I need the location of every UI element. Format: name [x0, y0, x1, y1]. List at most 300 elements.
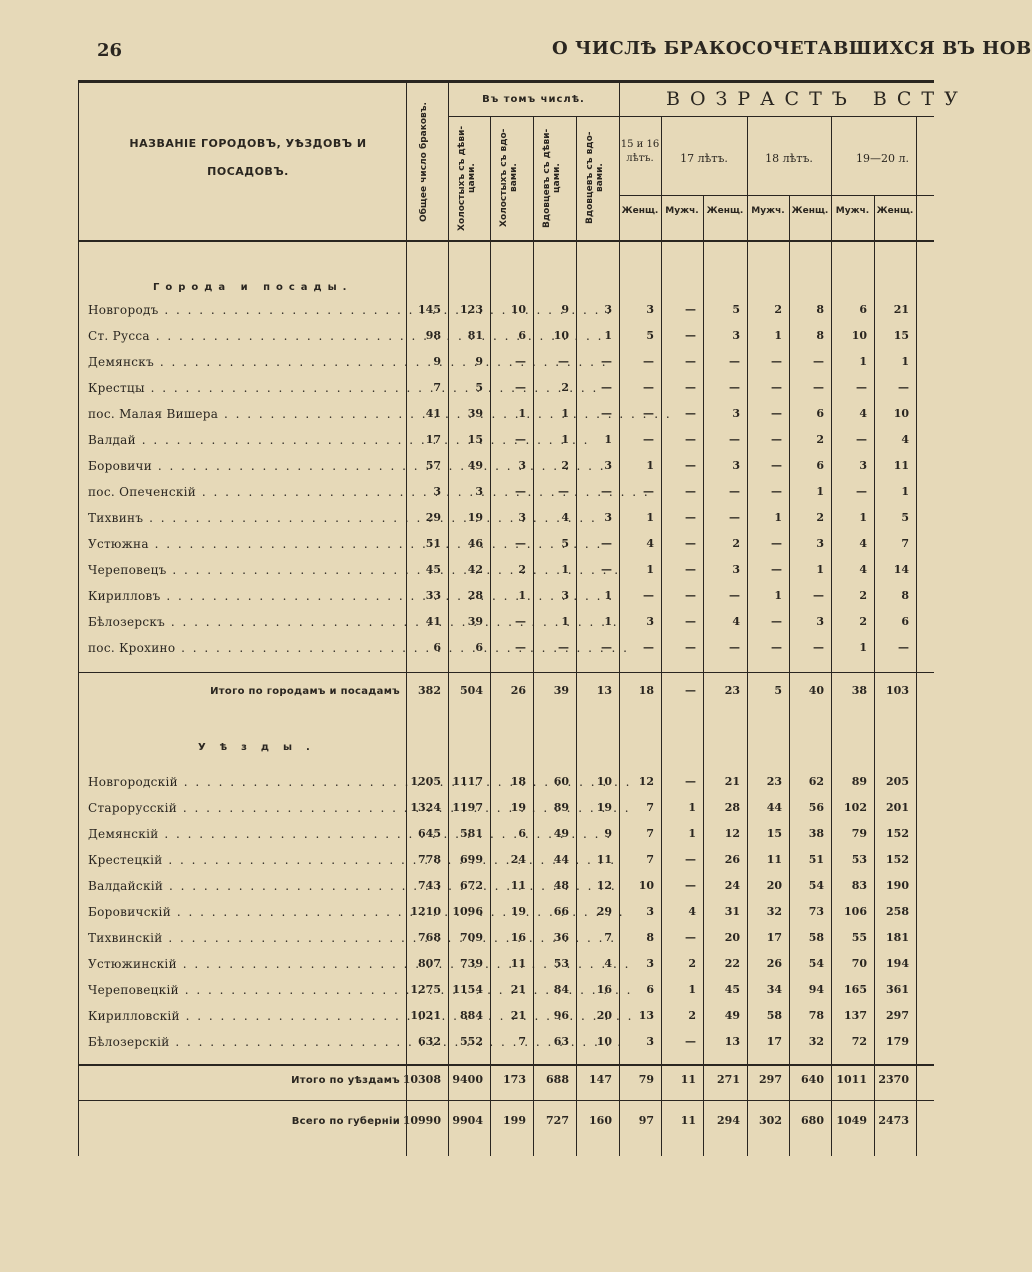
cell-col-2: 81	[467, 329, 483, 342]
cell-col-4: 53	[553, 957, 569, 970]
cell-col-3: —	[515, 485, 526, 498]
cell-col-10: 640	[801, 1073, 824, 1086]
cell-col-12: —	[898, 381, 909, 394]
cell-col-1: 632	[418, 1035, 441, 1048]
cell-col-3: 199	[503, 1114, 526, 1127]
cell-col-5: 16	[596, 983, 612, 996]
cell-col-12: 1	[901, 485, 909, 498]
cell-col-3: 3	[518, 459, 526, 472]
cell-col-5: —	[601, 485, 612, 498]
cell-col-4: 44	[553, 853, 569, 866]
row-label: Новгородскій . . .	[88, 775, 398, 793]
cell-col-8: —	[729, 355, 740, 368]
table-row	[78, 325, 934, 351]
cell-col-10: 56	[808, 801, 824, 814]
cell-col-11: 83	[851, 879, 867, 892]
cell-col-12: 2473	[878, 1114, 909, 1127]
cell-col-4: 2	[561, 381, 569, 394]
cell-col-3: —	[515, 641, 526, 654]
cell-col-7: —	[685, 563, 696, 576]
cell-col-3: 16	[510, 931, 526, 944]
cell-col-9: —	[771, 355, 782, 368]
cell-col-10: 94	[808, 983, 824, 996]
towns-total-rule	[78, 672, 934, 673]
cell-col-11: 72	[851, 1035, 867, 1048]
cell-col-4: 48	[553, 879, 569, 892]
cell-col-4: 66	[553, 905, 569, 918]
cell-col-3: 7	[518, 1035, 526, 1048]
cell-col-5: —	[601, 355, 612, 368]
cell-col-1: 41	[425, 407, 441, 420]
cell-col-8: 294	[717, 1114, 740, 1127]
cell-col-11: 3	[859, 459, 867, 472]
cell-col-3: 18	[510, 775, 526, 788]
row-label: Боровичи . . .	[88, 459, 398, 477]
row-label: Устюжинскій . . .	[88, 957, 398, 975]
cell-col-11: —	[856, 381, 867, 394]
cell-col-3: —	[515, 381, 526, 394]
cell-col-3: —	[515, 537, 526, 550]
cell-col-1: 768	[418, 931, 441, 944]
cell-col-7: 1	[688, 983, 696, 996]
cell-col-9: 297	[759, 1073, 782, 1086]
table-row	[78, 559, 934, 585]
cell-col-10: 38	[808, 827, 824, 840]
cell-col-10: 2	[816, 511, 824, 524]
cell-col-4: —	[558, 355, 569, 368]
cell-col-2: 9400	[452, 1073, 483, 1086]
age-group-17: 17 лѣтъ.	[680, 152, 728, 165]
cell-col-11: 4	[859, 407, 867, 420]
cell-col-7: —	[685, 381, 696, 394]
cell-col-1: 382	[418, 684, 441, 697]
cell-col-8: 22	[724, 957, 740, 970]
cell-col-6: 13	[638, 1009, 654, 1022]
age-group-18: 18 лѣтъ.	[765, 152, 813, 165]
cell-col-2: 15	[467, 433, 483, 446]
subheader-rule-1	[448, 116, 934, 117]
cell-col-1: 1275	[410, 983, 441, 996]
districts-total-row	[78, 1069, 934, 1095]
cell-col-12: 361	[886, 983, 909, 996]
cell-col-12: 4	[901, 433, 909, 446]
cell-col-8: 26	[724, 853, 740, 866]
cell-col-5: 1	[604, 589, 612, 602]
cell-col-4: 89	[553, 801, 569, 814]
cell-col-2: 581	[460, 827, 483, 840]
cell-col-12: 152	[886, 827, 909, 840]
cell-col-7: —	[685, 641, 696, 654]
cell-col-9: —	[771, 459, 782, 472]
cell-col-4: 5	[561, 537, 569, 550]
cell-col-7: —	[685, 1035, 696, 1048]
cell-col-1: 10990	[402, 1114, 441, 1127]
cell-col-7: —	[685, 459, 696, 472]
cell-col-6: —	[643, 641, 654, 654]
cell-col-12: 152	[886, 853, 909, 866]
cell-col-2: 504	[460, 684, 483, 697]
cell-col-6: 3	[646, 615, 654, 628]
cell-col-4: 60	[553, 775, 569, 788]
cell-col-5: 19	[596, 801, 612, 814]
cell-col-9: 1	[774, 511, 782, 524]
cell-col-1: 98	[425, 329, 441, 342]
cell-col-10: 680	[801, 1114, 824, 1127]
cell-col-4: 96	[553, 1009, 569, 1022]
cell-col-12: 181	[886, 931, 909, 944]
cell-col-4: 727	[546, 1114, 569, 1127]
cell-col-12: 205	[886, 775, 909, 788]
cell-col-8: 13	[724, 1035, 740, 1048]
cell-col-11: 2	[859, 615, 867, 628]
row-label: Крестцы . . .	[88, 381, 398, 399]
cell-col-3: 10	[510, 303, 526, 316]
age-group-19-20: 19—20 л.	[856, 152, 909, 165]
cell-col-11: 4	[859, 563, 867, 576]
row-label: Бѣлозерскъ . . .	[88, 615, 398, 633]
age-header: ВОЗРАСТЪ ВСТУ	[666, 88, 968, 110]
cell-col-3: 11	[510, 957, 526, 970]
header-bottom-rule	[78, 240, 934, 242]
cell-col-5: 147	[589, 1073, 612, 1086]
table-row	[78, 403, 934, 429]
cell-col-9: 1	[774, 329, 782, 342]
row-label: Ст. Русса . . .	[88, 329, 398, 347]
table-row	[78, 351, 934, 377]
cell-col-4: 1	[561, 615, 569, 628]
cell-col-5: 12	[596, 879, 612, 892]
cell-col-7: —	[685, 537, 696, 550]
cell-col-8: 45	[724, 983, 740, 996]
cell-col-1: 45	[425, 563, 441, 576]
cell-col-1: 29	[425, 511, 441, 524]
sex-header-1: Женщ.	[621, 206, 659, 216]
cell-col-6: 97	[638, 1114, 654, 1127]
cell-col-7: —	[685, 329, 696, 342]
cell-col-8: —	[729, 589, 740, 602]
cell-col-11: 102	[844, 801, 867, 814]
cell-col-1: 17	[425, 433, 441, 446]
cell-col-6: 3	[646, 905, 654, 918]
cell-col-6: 7	[646, 827, 654, 840]
table-row	[78, 481, 934, 507]
cell-col-1: 10308	[402, 1073, 441, 1086]
cell-col-7: —	[685, 615, 696, 628]
grand-total-rule	[78, 1100, 934, 1101]
cell-col-9: 23	[766, 775, 782, 788]
grand-total-row	[78, 1110, 934, 1136]
cell-col-11: 1	[859, 355, 867, 368]
cell-col-3: 6	[518, 827, 526, 840]
cell-col-4: 9	[561, 303, 569, 316]
cell-col-3: 6	[518, 329, 526, 342]
table-row	[78, 637, 934, 663]
cell-col-8: 24	[724, 879, 740, 892]
table-row	[78, 823, 934, 849]
cell-col-6: 1	[646, 511, 654, 524]
cell-col-10: —	[813, 589, 824, 602]
cell-col-7: 1	[688, 801, 696, 814]
cell-col-12: 10	[893, 407, 909, 420]
table-row	[78, 901, 934, 927]
cell-col-10: 78	[808, 1009, 824, 1022]
row-label: Новгородъ . . .	[88, 303, 398, 321]
cell-col-10: 1	[816, 485, 824, 498]
cell-col-4: 2	[561, 459, 569, 472]
cell-col-11: 106	[844, 905, 867, 918]
cell-col-8: 12	[724, 827, 740, 840]
cell-col-2: 5	[475, 381, 483, 394]
cell-col-5: 4	[604, 957, 612, 970]
cell-col-7: —	[685, 303, 696, 316]
cell-col-9: 302	[759, 1114, 782, 1127]
cell-col-12: 258	[886, 905, 909, 918]
cell-col-5: 13	[596, 684, 612, 697]
cell-col-1: 9	[433, 355, 441, 368]
cell-col-10: 8	[816, 303, 824, 316]
table-row	[78, 611, 934, 637]
cell-col-10: 3	[816, 615, 824, 628]
cell-col-9: 1	[774, 589, 782, 602]
cell-col-3: 26	[510, 684, 526, 697]
cell-col-7: —	[685, 684, 696, 697]
cell-col-6: —	[643, 485, 654, 498]
table-row	[78, 849, 934, 875]
cell-col-12: 194	[886, 957, 909, 970]
sub-col-2-header: Холостыхъ съ вдо-вами.	[499, 128, 519, 228]
cell-col-8: 21	[724, 775, 740, 788]
cell-col-8: 5	[732, 303, 740, 316]
cell-col-9: 44	[766, 801, 782, 814]
cell-col-12: 8	[901, 589, 909, 602]
cell-col-10: 6	[816, 459, 824, 472]
cell-col-8: 31	[724, 905, 740, 918]
cell-col-3: 21	[510, 1009, 526, 1022]
cell-col-12: 7	[901, 537, 909, 550]
cell-col-10: 54	[808, 957, 824, 970]
cell-col-5: 1	[604, 433, 612, 446]
cell-col-8: 49	[724, 1009, 740, 1022]
cell-col-11: 2	[859, 589, 867, 602]
cell-col-8: 271	[717, 1073, 740, 1086]
cell-col-5: —	[601, 641, 612, 654]
row-label: Череповецкій . . .	[88, 983, 398, 1001]
cell-col-8: 3	[732, 329, 740, 342]
cell-col-5: —	[601, 537, 612, 550]
table-row	[78, 1005, 934, 1031]
cell-col-8: 20	[724, 931, 740, 944]
cell-col-11: 137	[844, 1009, 867, 1022]
cell-col-2: 39	[467, 407, 483, 420]
cell-col-2: 39	[467, 615, 483, 628]
cell-col-10: 1	[816, 563, 824, 576]
cell-col-12: 201	[886, 801, 909, 814]
cell-col-5: 160	[589, 1114, 612, 1127]
sex-header-2: Мужч.	[665, 206, 699, 216]
table-row	[78, 927, 934, 953]
cell-col-11: 53	[851, 853, 867, 866]
cell-col-9: 17	[766, 1035, 782, 1048]
row-label: пос. Крохино . . .	[88, 641, 398, 659]
table-row	[78, 771, 934, 797]
cell-col-5: —	[601, 407, 612, 420]
cell-col-10: 32	[808, 1035, 824, 1048]
cell-col-2: 672	[460, 879, 483, 892]
cell-col-2: 49	[467, 459, 483, 472]
page-number: 26	[97, 40, 123, 61]
row-label: Тихвинъ . . .	[88, 511, 398, 529]
cell-col-5: 1	[604, 329, 612, 342]
cell-col-2: 3	[475, 485, 483, 498]
cell-col-2: 6	[475, 641, 483, 654]
sex-header-6: Мужч.	[835, 206, 870, 216]
table-row	[78, 979, 934, 1005]
cell-col-6: 7	[646, 801, 654, 814]
cell-col-5: —	[601, 381, 612, 394]
table-top-rule	[78, 80, 934, 83]
cell-col-2: 699	[460, 853, 483, 866]
cell-col-4: 688	[546, 1073, 569, 1086]
cell-col-8: 2	[732, 537, 740, 550]
row-label: Всего по губерніи	[291, 1116, 400, 1127]
cell-col-1: 51	[425, 537, 441, 550]
cell-col-12: 190	[886, 879, 909, 892]
cell-col-3: 19	[510, 905, 526, 918]
cell-col-7: 2	[688, 957, 696, 970]
table-row	[78, 1031, 934, 1057]
section-title-districts: Уѣзды.	[198, 742, 324, 753]
cell-col-7: 11	[680, 1114, 696, 1127]
cell-col-9: —	[771, 563, 782, 576]
cell-col-8: —	[729, 485, 740, 498]
cell-col-6: 4	[646, 537, 654, 550]
cell-col-4: 36	[553, 931, 569, 944]
cell-col-7: —	[685, 879, 696, 892]
cell-col-8: —	[729, 511, 740, 524]
cell-col-3: 1	[518, 407, 526, 420]
cell-col-4: 1	[561, 407, 569, 420]
cell-col-11: 165	[844, 983, 867, 996]
cell-col-6: 3	[646, 303, 654, 316]
cell-col-12: 21	[893, 303, 909, 316]
cell-col-11: 4	[859, 537, 867, 550]
cell-col-2: 9	[475, 355, 483, 368]
cell-col-5: —	[601, 563, 612, 576]
cell-col-1: 33	[425, 589, 441, 602]
cell-col-9: —	[771, 433, 782, 446]
cell-col-4: —	[558, 641, 569, 654]
cell-col-6: —	[643, 589, 654, 602]
cell-col-2: 884	[460, 1009, 483, 1022]
cell-col-6: —	[643, 433, 654, 446]
cell-col-7: —	[685, 775, 696, 788]
cell-col-4: 1	[561, 433, 569, 446]
cell-col-10: —	[813, 381, 824, 394]
cell-col-7: —	[685, 355, 696, 368]
cell-col-1: 3	[433, 485, 441, 498]
cell-col-12: 11	[893, 459, 909, 472]
cell-col-4: —	[558, 485, 569, 498]
cell-col-1: 1205	[410, 775, 441, 788]
cell-col-9: 26	[766, 957, 782, 970]
cell-col-7: —	[685, 407, 696, 420]
table-row	[78, 377, 934, 403]
cell-col-4: 49	[553, 827, 569, 840]
cell-col-2: 123	[460, 303, 483, 316]
cell-col-6: 1	[646, 459, 654, 472]
cell-col-10: 6	[816, 407, 824, 420]
cell-col-10: 40	[808, 684, 824, 697]
districts-total-rule	[78, 1064, 934, 1066]
cell-col-6: 6	[646, 983, 654, 996]
cell-col-1: 743	[418, 879, 441, 892]
cell-col-7: 2	[688, 1009, 696, 1022]
cell-col-6: —	[643, 407, 654, 420]
cell-col-7: —	[685, 589, 696, 602]
cell-col-6: 12	[638, 775, 654, 788]
total-marriages-header: Общее число браковъ.	[419, 102, 429, 222]
cell-col-1: 7	[433, 381, 441, 394]
row-label: Итого по уѣздамъ	[291, 1075, 400, 1086]
cell-col-5: 7	[604, 931, 612, 944]
cell-col-11: 1011	[836, 1073, 867, 1086]
cell-col-8: 28	[724, 801, 740, 814]
row-label: пос. Малая Вишера . . .	[88, 407, 398, 425]
cell-col-6: 8	[646, 931, 654, 944]
cell-col-10: 73	[808, 905, 824, 918]
table-row	[78, 875, 934, 901]
cell-col-8: 3	[732, 407, 740, 420]
cell-col-2: 1096	[452, 905, 483, 918]
cell-col-2: 42	[467, 563, 483, 576]
cell-col-4: 3	[561, 589, 569, 602]
cell-col-12: 2370	[878, 1073, 909, 1086]
cell-col-9: 32	[766, 905, 782, 918]
cell-col-9: 5	[774, 684, 782, 697]
cell-col-9: 11	[766, 853, 782, 866]
table-row	[78, 507, 934, 533]
cell-col-9: —	[771, 537, 782, 550]
cell-col-4: 84	[553, 983, 569, 996]
sex-header-4: Мужч.	[751, 206, 785, 216]
cell-col-5: 3	[604, 511, 612, 524]
cell-col-11: 1049	[836, 1114, 867, 1127]
row-label: Демянскъ . . .	[88, 355, 398, 373]
row-label: Кирилловскій . . .	[88, 1009, 398, 1027]
cell-col-1: 1210	[410, 905, 441, 918]
cell-col-6: 3	[646, 1035, 654, 1048]
cell-col-10: 58	[808, 931, 824, 944]
row-label: Валдай . . .	[88, 433, 398, 451]
cell-col-11: 79	[851, 827, 867, 840]
cell-col-8: —	[729, 381, 740, 394]
cell-col-9: 34	[766, 983, 782, 996]
table-row	[78, 429, 934, 455]
cell-col-8: 3	[732, 563, 740, 576]
cell-col-2: 1154	[452, 983, 483, 996]
row-label: Боровичскій . . .	[88, 905, 398, 923]
cell-col-1: 807	[418, 957, 441, 970]
cell-col-3: 24	[510, 853, 526, 866]
cell-col-3: 3	[518, 511, 526, 524]
cell-col-3: 19	[510, 801, 526, 814]
sub-col-3-header: Вдовцевъ съ дѣви-цами.	[542, 128, 562, 228]
cell-col-1: 145	[418, 303, 441, 316]
cell-col-8: 23	[724, 684, 740, 697]
cell-col-6: 7	[646, 853, 654, 866]
cell-col-7: —	[685, 931, 696, 944]
row-label: пос. Опеченскій . . .	[88, 485, 398, 503]
